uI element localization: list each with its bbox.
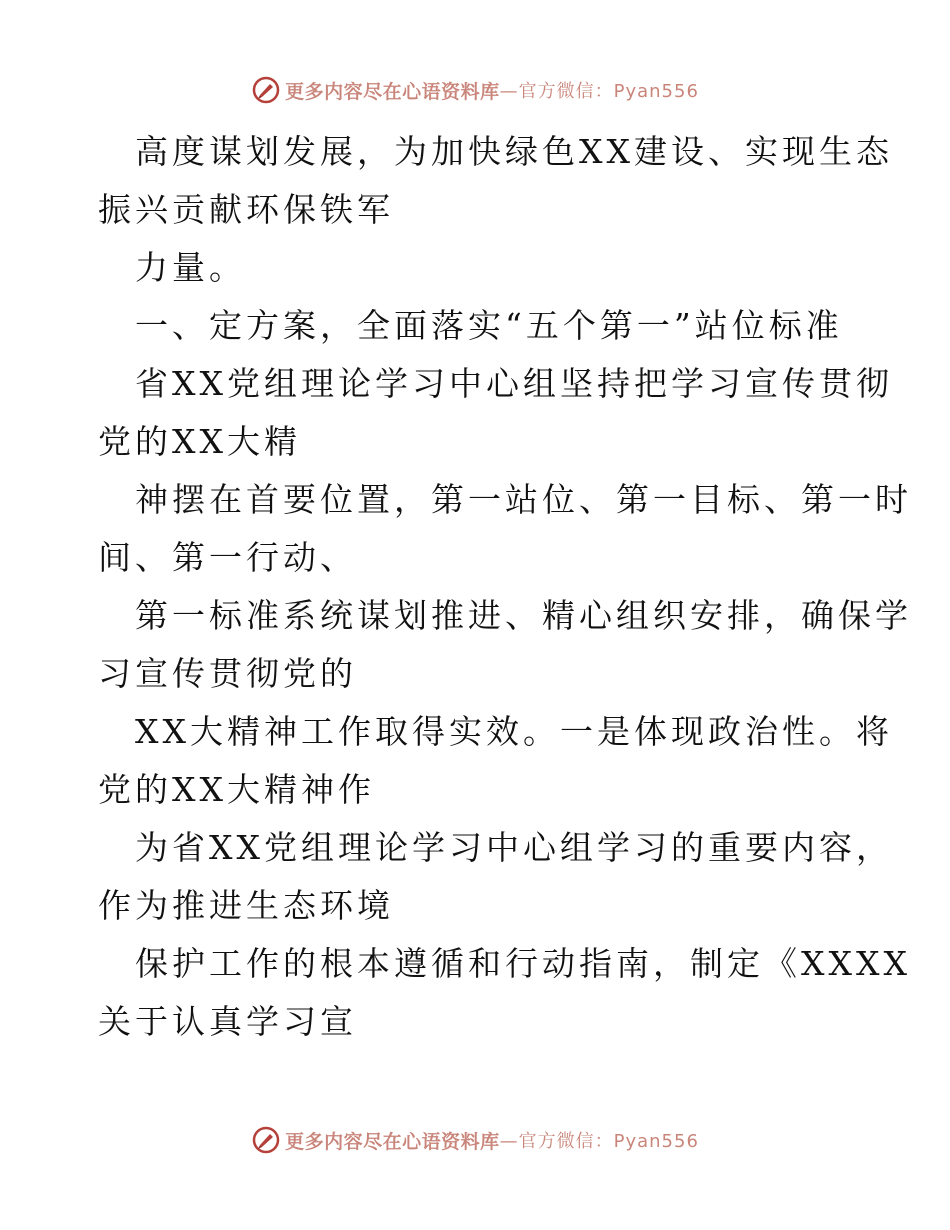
body-line: 第一标准系统谋划推进、精心组织安排，确保学 [135,596,912,635]
body-line: 为省XX党组理论学习中心组学习的重要内容， [135,828,893,867]
body-line: 力量。 [135,248,246,287]
body-line: 党的XX大精神作 [98,770,375,809]
footer-watermark-title: 更多内容尽在心语资料库 [285,1130,500,1153]
body-line: 间、第一行动、 [98,538,357,577]
section-heading: 一、定方案，全面落实“五个第一”站位标准 [135,306,843,345]
pen-logo-icon [251,75,281,105]
body-line: XX大精神工作取得实效。一是体现政治性。将 [135,712,893,751]
pen-logo-icon [251,1125,281,1155]
body-line: 党的XX大精 [98,422,301,461]
footer-watermark [0,1120,950,1160]
body-line: 高度谋划发展，为加快绿色XX建设、实现生态 [135,132,893,171]
header-watermark-wechat: —官方微信：Pyan556 [499,81,699,102]
header-watermark-title: 更多内容尽在心语资料库 [285,80,500,103]
body-line: 省XX党组理论学习中心组坚持把学习宣传贯彻 [135,364,893,403]
body-line: 关于认真学习宣 [98,1002,357,1041]
document-body [98,123,912,1051]
body-line: 保护工作的根本遵循和行动指南，制定《XXXX [135,944,911,983]
body-line: 作为推进生态环境 [98,886,394,925]
header-watermark [0,70,950,110]
footer-watermark-wechat: —官方微信：Pyan556 [499,1131,699,1152]
body-line: 振兴贡献环保铁军 [98,190,394,229]
body-line: 习宣传贯彻党的 [98,654,357,693]
body-line: 神摆在首要位置，第一站位、第一目标、第一时 [135,480,912,519]
